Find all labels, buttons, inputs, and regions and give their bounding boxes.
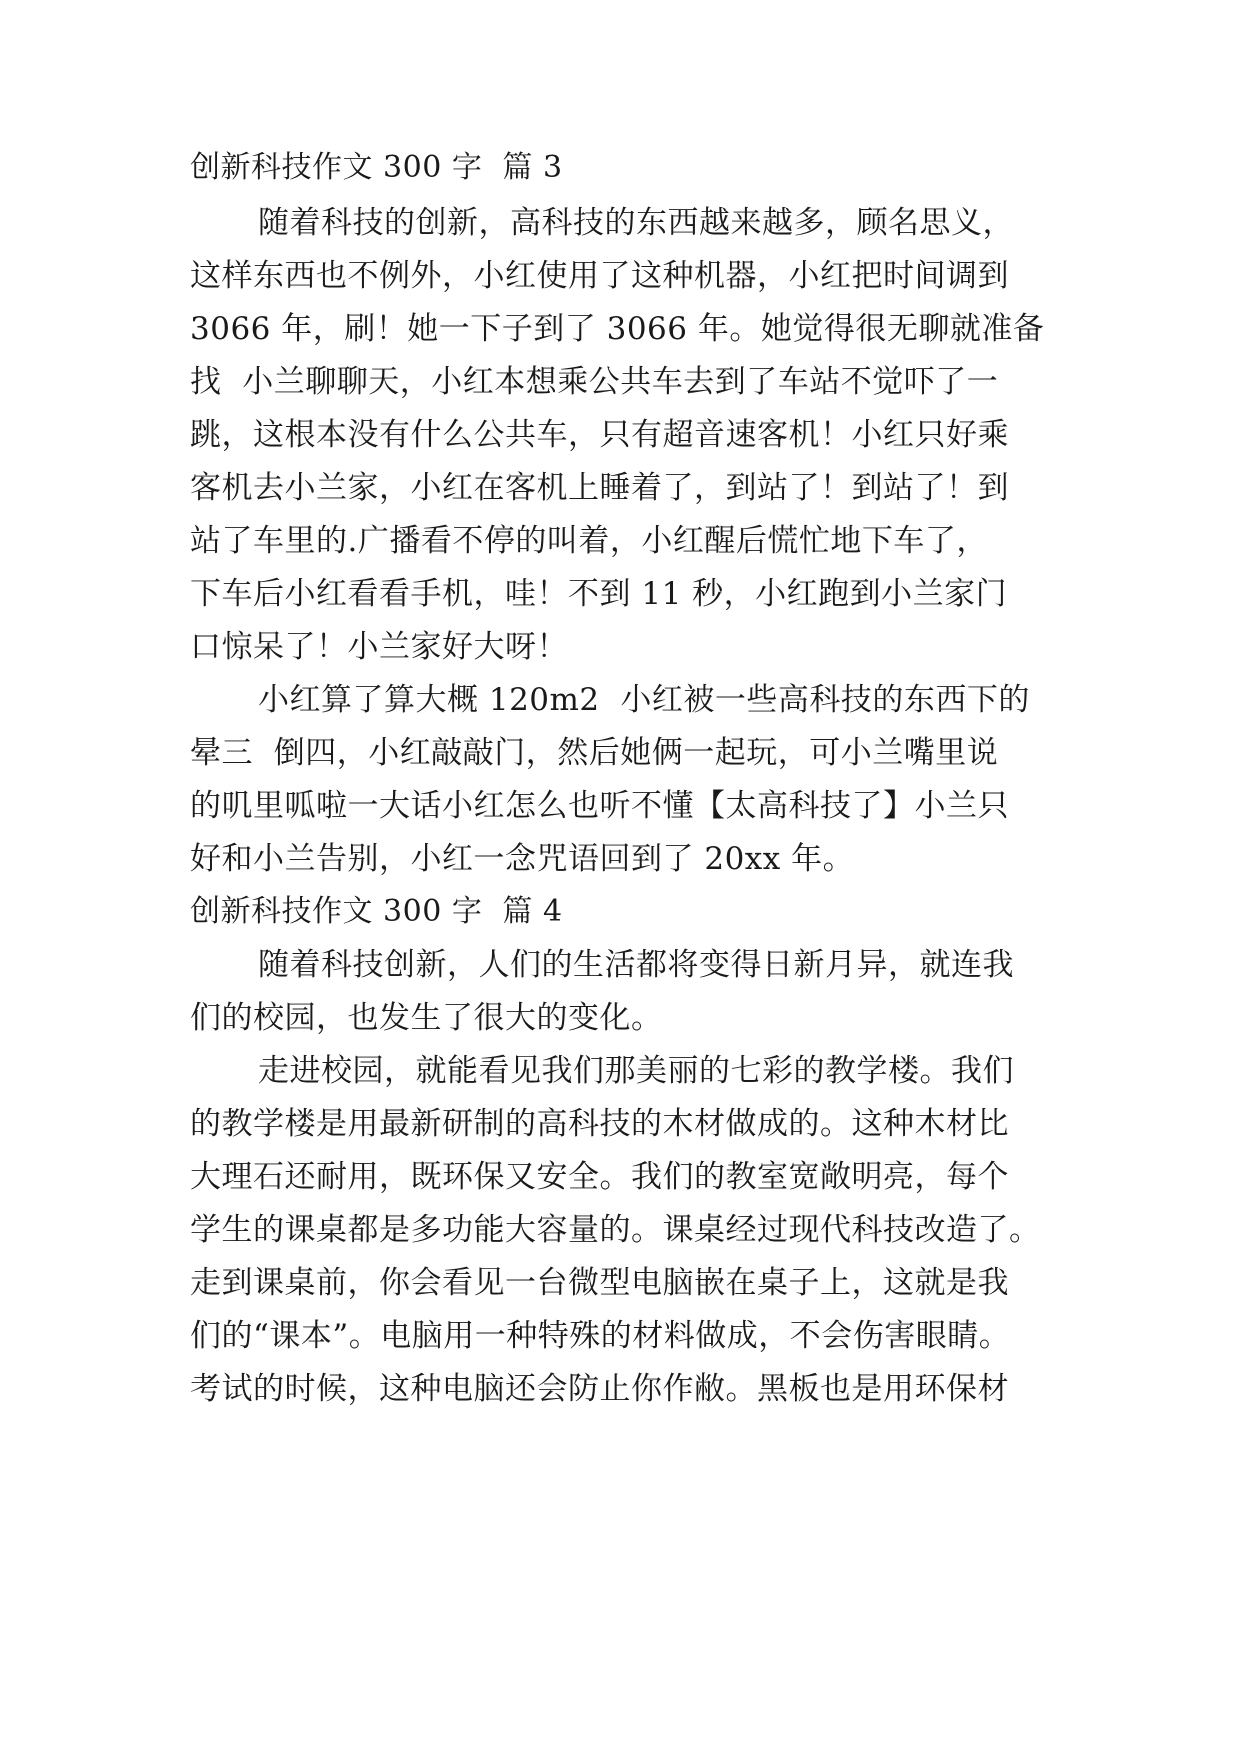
paragraph-line: 口惊呆了！小兰家好大呀！ (190, 629, 568, 665)
paragraph-line: 学生的课桌都是多功能大容量的。课桌经过现代科技改造了。 (190, 1212, 1041, 1248)
section-title: 创新科技作文 300 字 篇 4 (190, 894, 563, 929)
paragraph-line: 走进校园，就能看见我们那美丽的七彩的教学楼。我们 (258, 1053, 1014, 1089)
paragraph-line: 站了车里的.广播看不停的叫着，小红醒后慌忙地下车了， (190, 523, 988, 559)
paragraph-line: 们的校园，也发生了很大的变化。 (190, 1000, 663, 1036)
paragraph-line: 大理石还耐用，既环保又安全。我们的教室宽敞明亮，每个 (190, 1159, 1009, 1195)
paragraph-line: 走到课桌前，你会看见一台微型电脑嵌在桌子上，这就是我 (190, 1265, 1009, 1301)
paragraph-line: 随着科技创新，人们的生活都将变得日新月异，就连我 (258, 947, 1014, 983)
paragraph-line: 们的“课本”。电脑用一种特殊的材料做成，不会伤害眼睛。 (190, 1318, 1011, 1354)
paragraph-line: 考试的时候，这种电脑还会防止你作敝。黑板也是用环保材 (190, 1371, 1009, 1407)
paragraph-line: 客机去小兰家，小红在客机上睡着了，到站了！到站了！到 (190, 470, 1009, 506)
paragraph-line: 这样东西也不例外，小红使用了这种机器，小红把时间调到 (190, 258, 1009, 294)
paragraph-line: 的叽里呱啦一大话小红怎么也听不懂【太高科技了】小兰只 (190, 788, 1009, 824)
paragraph-line: 好和小兰告别，小红一念咒语回到了 20xx 年。 (190, 841, 855, 877)
paragraph-line: 下车后小红看看手机，哇！不到 11 秒，小红跑到小兰家门 (190, 576, 1008, 612)
paragraph-line: 晕三 倒四，小红敲敲门，然后她俩一起玩，可小兰嘴里说 (190, 735, 999, 771)
paragraph-line: 小红算了算大概 120m2 小红被一些高科技的东西下的 (258, 682, 1030, 718)
paragraph-line: 的教学楼是用最新研制的高科技的木材做成的。这种木材比 (190, 1106, 1009, 1142)
paragraph-line: 找 小兰聊聊天，小红本想乘公共车去到了车站不觉吓了一 (190, 364, 999, 400)
paragraph-line: 3066 年，刷！她一下子到了 3066 年。她觉得很无聊就准备 (190, 311, 1045, 347)
paragraph-line: 随着科技的创新，高科技的东西越来越多，顾名思义， (258, 205, 1014, 241)
paragraph-line: 跳，这根本没有什么公共车，只有超音速客机！小红只好乘 (190, 417, 1009, 453)
section-title: 创新科技作文 300 字 篇 3 (190, 150, 563, 185)
